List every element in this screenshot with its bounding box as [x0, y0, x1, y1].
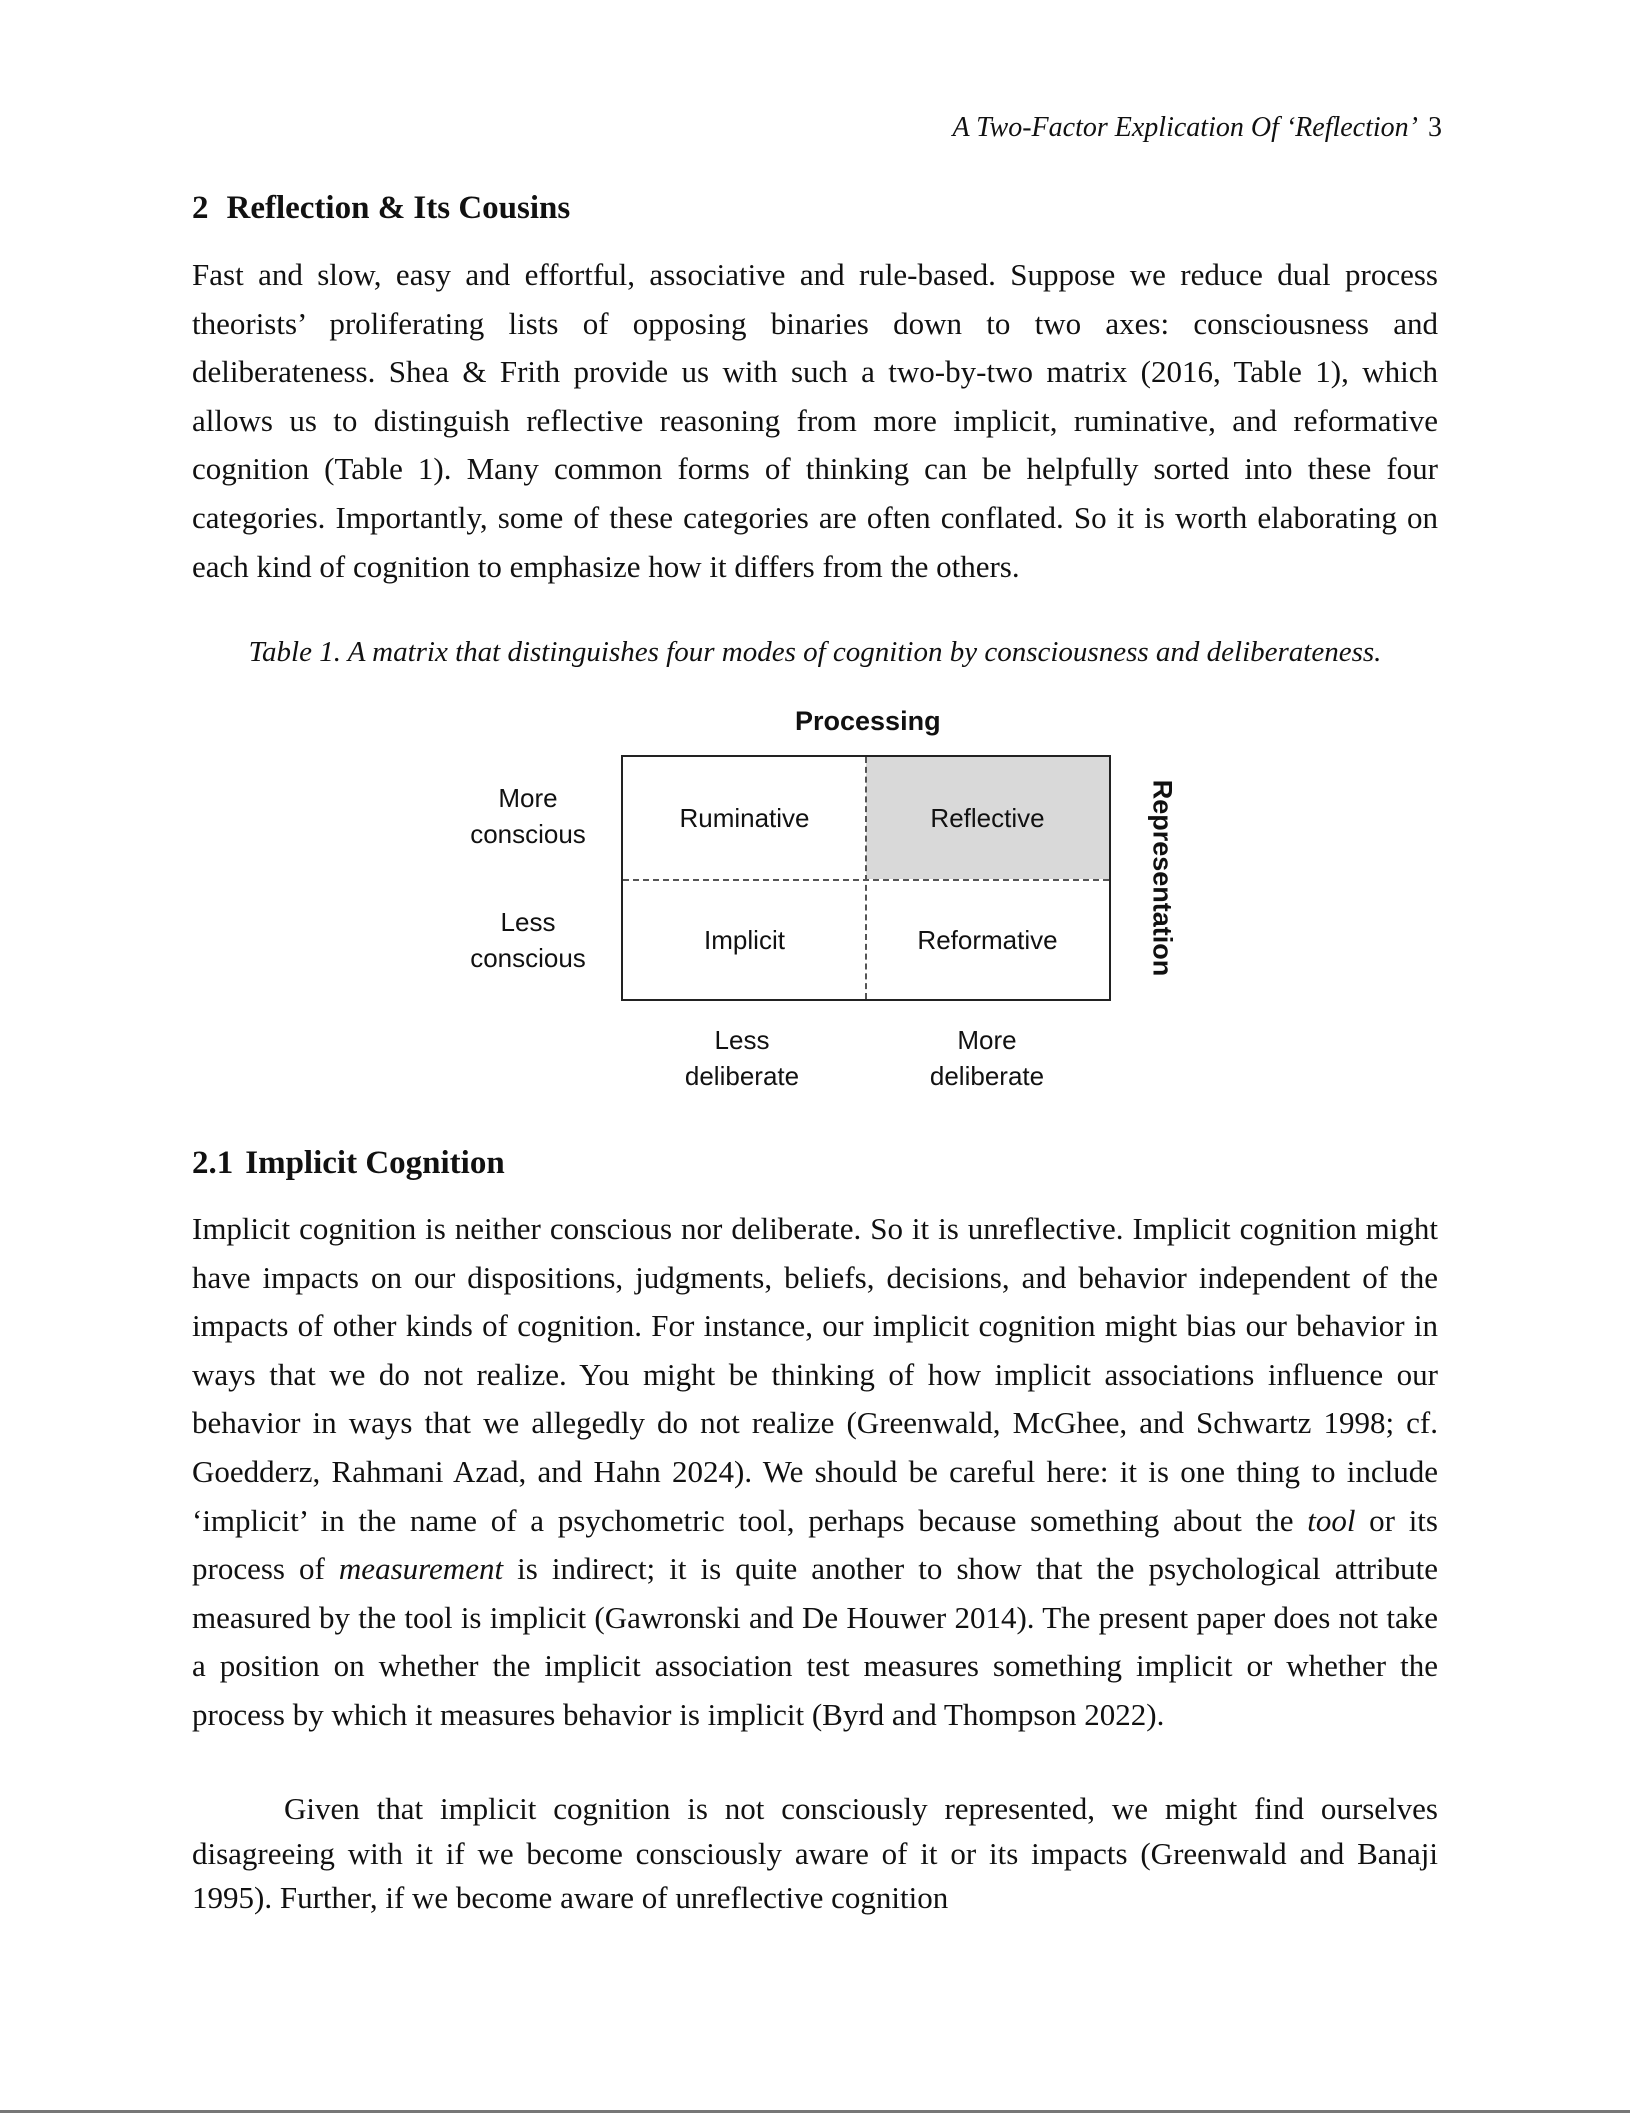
- running-head: [952, 112, 1442, 144]
- col-label-line: deliberate: [684, 1061, 800, 1091]
- body-paragraph-2: [192, 1205, 1438, 1740]
- paragraph-text: Fast and slow, easy and effortful, associative and rule-based. Suppose we reduce dual process theorists’ proliferating lists of opposing binaries down to two axes: consciousness and deliberateness. Shea & Frith provide us with such a two-by-two matrix (2016, Table 1), which allows us to distinguish reflective reasoning from more implicit, ruminative, and reformative cognition (Table 1). Many common forms of thinking can be helpfully sorted into these four categories. Importantly, some of these categories are often conflated. So it is worth elaborating on each kind of cognition to emphasize how it differs from the others.: [192, 257, 1438, 584]
- section-heading-2-1: [192, 1145, 505, 1182]
- text-run: or its process of: [192, 1502, 1438, 1587]
- row-label-line: conscious: [470, 819, 586, 849]
- col-label-line: deliberate: [929, 1061, 1045, 1091]
- body-paragraph-3: [192, 1787, 1438, 1921]
- section-number: 2.1: [192, 1145, 234, 1181]
- row-label-line: More: [498, 783, 558, 813]
- cell-reformative: Reformative: [917, 924, 1058, 955]
- text-run: is indirect; it is quite another to show that the psychological attribute measured by the tool is implicit (Gawronski and De Houwer 2014). The present paper does not take a position on whether the implicit association test measures something implicit or whether the process by which it measures behavior is implicit (Byrd and Thompson 2022).: [192, 1551, 1438, 1732]
- text-run: Implicit cognition is neither conscious nor deliberate. So it is unreflective. Implicit cognition might have impacts on our dispositions, judgments, beliefs, decisions, and behavior independent of the impacts of other kinds of cognition. For instance, our implicit cognition might bias our behavior in ways that we do not realize. You might be thinking of how implicit associations influence our behavior in ways that we allegedly do not realize (Greenwald, McGhee, and Schwartz 1998; cf. Goedderz, Rahmani Azad, and Hahn 2024). We should be careful here: it is one thing to include ‘implicit’ in the name of a psychometric tool, perhaps because something about the: [192, 1211, 1438, 1538]
- row-label-more-conscious: [428, 780, 628, 852]
- col-label-line: More: [957, 1025, 1017, 1055]
- running-head-title: A Two-Factor Explication Of ‘Reflection’: [952, 112, 1418, 143]
- paragraph-text: Given that implicit cognition is not consciously represented, we might find ourselves disagreeing with it if we become consciously aware of it or its impacts (Greenwald and Banaji 1995). Further, if we become aware of unreflective cognition: [192, 1791, 1438, 1915]
- row-label-line: Less: [500, 907, 556, 937]
- page-bottom-edge: [0, 2110, 1630, 2113]
- cell-ruminative: Ruminative: [679, 802, 810, 833]
- body-paragraph-1: [192, 251, 1438, 591]
- processing-axis-title: Processing: [795, 706, 941, 736]
- page-number: 3: [1428, 112, 1442, 143]
- emphasis-measurement: measurement: [338, 1551, 504, 1587]
- col-label-line: Less: [714, 1025, 770, 1055]
- horizontal-dashed-divider: [623, 879, 1109, 881]
- vertical-dashed-divider: [865, 757, 867, 999]
- cell-implicit: Implicit: [704, 924, 785, 955]
- row-label-line: conscious: [470, 943, 586, 973]
- table-caption: Table 1. A matrix that distinguishes four modes of cognition by consciousness and deliberateness.: [248, 636, 1382, 668]
- col-label-more-deliberate: [887, 1022, 1087, 1094]
- representation-axis-title: Representation: [1147, 779, 1178, 977]
- section-title: Implicit Cognition: [245, 1145, 505, 1181]
- section-heading-2: [192, 190, 570, 227]
- section-title: Reflection & Its Cousins: [226, 190, 571, 226]
- row-label-less-conscious: [428, 904, 628, 976]
- cell-reflective: Reflective: [866, 757, 1109, 879]
- paragraph-text: [192, 1205, 1438, 1740]
- cognition-matrix: [621, 755, 1111, 1001]
- section-number: 2: [192, 190, 209, 226]
- col-label-less-deliberate: [642, 1022, 842, 1094]
- emphasis-tool: tool: [1307, 1502, 1356, 1538]
